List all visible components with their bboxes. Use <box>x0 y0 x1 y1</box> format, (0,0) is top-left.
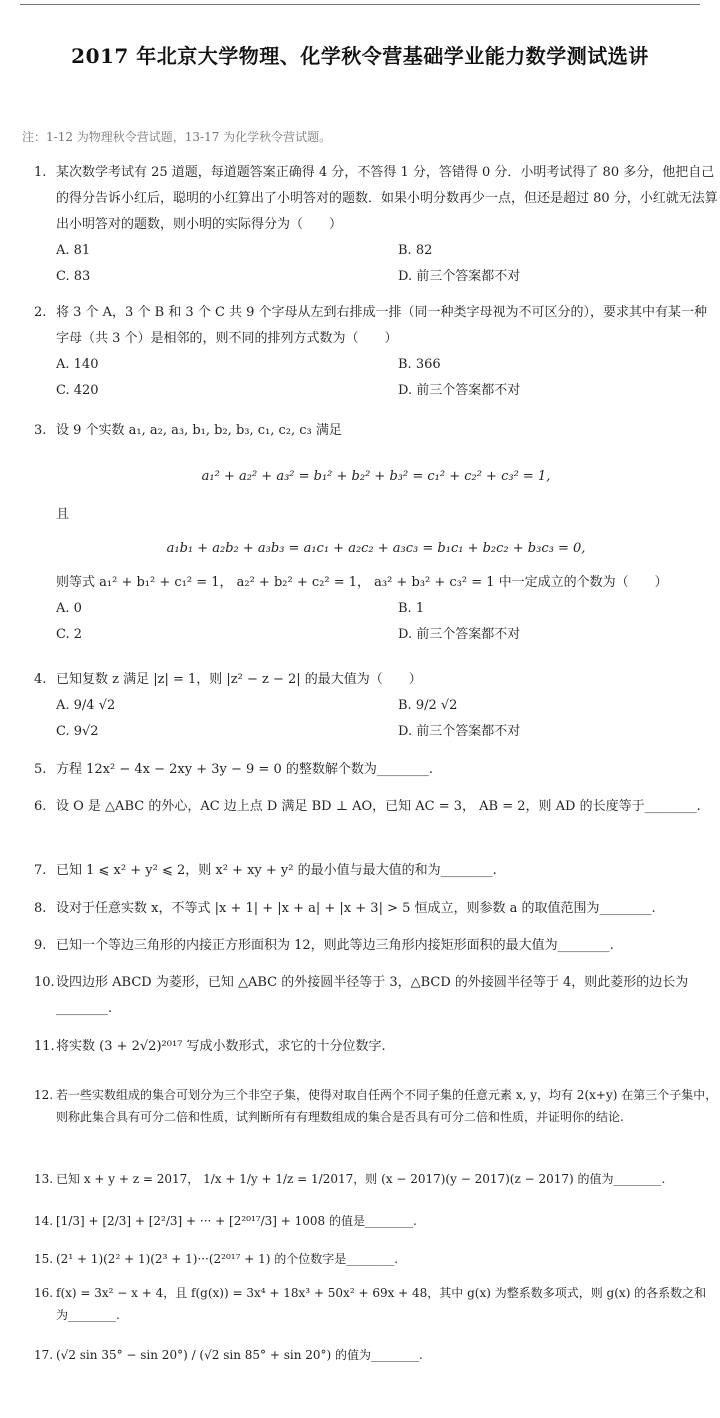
question-3 <box>34 418 718 648</box>
question-17 <box>34 1344 718 1366</box>
question-7 <box>34 858 718 884</box>
question-text: 若一些实数组成的集合可划分为三个非空子集，使得对取自任两个不同子集的任意元素 x, y，均有 2(x+y) 在第三个子集中，则称此集合具有可分二倍和性质，试判断所有有理数组成的集合是否具有可分二倍和性质，并证明你的结论. <box>56 1088 718 1124</box>
top-rule <box>20 4 700 5</box>
question-12 <box>34 1084 718 1128</box>
page-title: 2017 年北京大学物理、化学秋令营基础学业能力数学测试选讲 <box>71 44 649 68</box>
option-c: C. 9√2 <box>56 724 99 739</box>
question-text: 已知 1 ⩽ x² + y² ⩽ 2，则 x² + xy + y² 的最小值与最大值的和为________. <box>56 863 497 878</box>
option-a: A. 0 <box>56 601 82 616</box>
question-8 <box>34 896 718 922</box>
question-tail: 则等式 a₁² + b₁² + c₁² = 1， a₂² + b₂² + c₂² = 1， a₃² + b₃² + c₃² = 1 中一定成立的个数为（ ） <box>56 575 668 590</box>
option-a: A. 81 <box>56 243 91 258</box>
option-d: D. 前三个答案都不对 <box>398 724 521 739</box>
options <box>56 693 718 745</box>
question-text: (2¹ + 1)(2² + 1)(2³ + 1)···(2²⁰¹⁷ + 1) 的个位数字是________. <box>56 1252 399 1266</box>
question-text: 设对于任意实数 x，不等式 |x + 1| + |x + a| + |x + 3| > 5 恒成立，则参数 a 的取值范围为________. <box>56 901 656 916</box>
question-text: 设 O 是 △ABC 的外心，AC 边上点 D 满足 BD ⊥ AO，已知 AC = 3， AB = 2，则 AD 的长度等于________. <box>56 799 701 814</box>
question-14 <box>34 1210 718 1232</box>
question-11 <box>34 1034 718 1060</box>
question-text: f(x) = 3x² − x + 4，且 f(g(x)) = 3x⁴ + 18x³ + 50x² + 69x + 48，其中 g(x) 为整系数多项式，则 g(x) 的各系数之和为________. <box>56 1286 707 1322</box>
question-mid: 且 <box>56 507 70 522</box>
question-text: (√2 sin 35° − sin 20°) / (√2 sin 85° + sin 20°) 的值为________. <box>56 1348 423 1362</box>
question-15 <box>34 1248 718 1270</box>
options <box>56 596 718 648</box>
question-text: 已知 x + y + z = 2017， 1/x + 1/y + 1/z = 1/2017，则 (x − 2017)(y − 2017)(z − 2017) 的值为________. <box>56 1172 666 1186</box>
question-number: 5. <box>34 762 47 777</box>
question-number: 2. <box>34 305 47 320</box>
question-text: 已知一个等边三角形的内接正方形面积为 12，则此等边三角形内接矩形面积的最大值为________. <box>56 938 614 953</box>
question-number: 10. <box>34 975 55 990</box>
question-text: 某次数学考试有 25 道题，每道题答案正确得 4 分，不答得 1 分，答错得 0 分．小明考试得了 80 多分，他把自己的得分告诉小红后，聪明的小红算出了小明答对的题数．如果小明分数再少一点，但还是超过 80 分，小红就无法算出小明答对的题数，则小明的实际得分为（ ） <box>56 165 718 232</box>
option-b: B. 82 <box>398 243 433 258</box>
question-number: 12. <box>34 1088 54 1102</box>
options <box>56 238 718 290</box>
option-c: C. 83 <box>56 269 91 284</box>
option-a: A. 140 <box>56 357 99 372</box>
question-text: [1/3] + [2/3] + [2²/3] + ··· + [2²⁰¹⁷/3] + 1008 的值是________. <box>56 1214 417 1228</box>
question-number: 9. <box>34 938 47 953</box>
question-number: 4. <box>34 672 47 687</box>
question-5 <box>34 757 718 783</box>
note: 注：1-12 为物理秋令营试题，13-17 为化学秋令营试题。 <box>22 130 332 144</box>
options <box>56 352 718 404</box>
equation-1: a₁² + a₂² + a₃² = b₁² + b₂² + b₃² = c₁² + c₂² + c₃² = 1, <box>201 469 551 484</box>
question-number: 1. <box>34 165 47 180</box>
question-number: 11. <box>34 1039 55 1054</box>
question-text: 将 3 个 A，3 个 B 和 3 个 C 共 9 个字母从左到右排成一排（同一种类字母视为不可区分的），要求其中有某一种字母（共 3 个）是相邻的，则不同的排列方式数为（ ） <box>56 305 708 346</box>
question-10 <box>34 970 718 1022</box>
option-c: C. 420 <box>56 383 99 398</box>
option-d: D. 前三个答案都不对 <box>398 627 521 642</box>
option-b: B. 1 <box>398 601 425 616</box>
equation-2: a₁b₁ + a₂b₂ + a₃b₃ = a₁c₁ + a₂c₂ + a₃c₃ = b₁c₁ + b₂c₂ + b₃c₃ = 0, <box>166 541 586 556</box>
option-c: C. 2 <box>56 627 83 642</box>
question-number: 16. <box>34 1286 54 1300</box>
question-number: 14. <box>34 1214 54 1228</box>
question-text: 将实数 (3 + 2√2)²⁰¹⁷ 写成小数形式，求它的十分位数字. <box>56 1039 386 1054</box>
question-number: 6. <box>34 799 47 814</box>
option-d: D. 前三个答案都不对 <box>398 269 521 284</box>
question-number: 8. <box>34 901 47 916</box>
question-number: 7. <box>34 863 47 878</box>
option-d: D. 前三个答案都不对 <box>398 383 521 398</box>
question-1 <box>34 160 718 290</box>
question-4 <box>34 667 718 745</box>
question-9 <box>34 933 718 959</box>
option-b: B. 366 <box>398 357 441 372</box>
question-number: 3. <box>34 423 47 438</box>
question-number: 13. <box>34 1172 54 1186</box>
question-text: 方程 12x² − 4x − 2xy + 3y − 9 = 0 的整数解个数为________. <box>56 762 433 777</box>
option-a: A. 9/4 √2 <box>56 698 116 713</box>
question-number: 17. <box>34 1348 54 1362</box>
question-text: 设四边形 ABCD 为菱形，已知 △ABC 的外接圆半径等于 3，△BCD 的外接圆半径等于 4，则此菱形的边长为________. <box>56 975 689 1016</box>
question-2 <box>34 300 718 404</box>
question-number: 15. <box>34 1252 54 1266</box>
question-text: 设 9 个实数 a₁, a₂, a₃, b₁, b₂, b₃, c₁, c₂, c₃ 满足 <box>56 423 342 438</box>
question-16 <box>34 1282 718 1326</box>
question-6 <box>34 794 718 820</box>
question-13 <box>34 1168 718 1190</box>
question-text: 已知复数 z 满足 |z| = 1，则 |z² − z − 2| 的最大值为（ ） <box>56 672 422 687</box>
option-b: B. 9/2 √2 <box>398 698 458 713</box>
